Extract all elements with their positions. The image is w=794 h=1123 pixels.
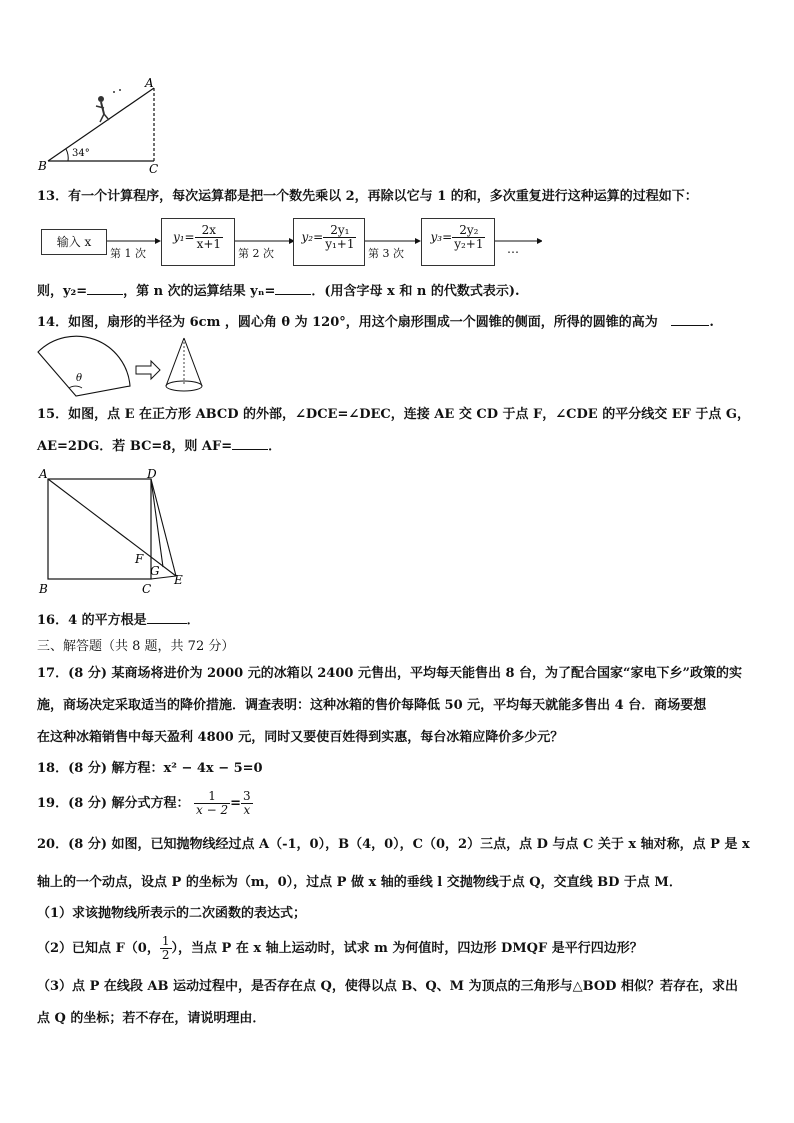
q17-line2: 施，商场决定采取适当的降价措施．调查表明：这种冰箱的售价每降低 50 元，平均每天就能多售出 4 台．商场要想 [37,698,707,713]
square-figure [36,464,186,598]
step2-label: 第 2 次 [238,247,274,260]
label-g: G [150,564,160,578]
step1-label: 第 1 次 [110,247,146,260]
label-b: B [39,582,48,596]
slope-figure [36,78,166,174]
arrow-icon [136,361,160,379]
q20-line1: 20．(8 分) 如图，已知抛物线经过点 A（-1，0），B（4，0），C（0，2）三点，点 D 与点 C 关于 x 轴对称，点 P 是 x [37,837,750,852]
answer-blank[interactable] [671,313,709,326]
q20-line2: 轴上的一个动点，设点 P 的坐标为（m，0），过点 P 做 x 轴的垂线 l 交抛物线于点 Q，交直线 BD 于点 M． [37,875,682,890]
sector-cone-figure [36,334,211,402]
label-e: E [174,573,183,587]
q15-line1: 15．如图，点 E 在正方形 ABCD 的外部，∠DCE=∠DEC，连接 AE 交 CD 于点 F，∠CDE 的平分线交 EF 于点 G， [37,407,751,422]
answer-blank[interactable] [87,282,123,295]
q17-line3: 在这种冰箱销售中每天盈利 4800 元，同时又要使百姓得到实惠，每台冰箱应降价多少元？ [37,730,564,745]
section-heading: 三、解答题（共 8 题，共 72 分） [37,639,235,654]
q16-text: 16．4 的平方根是 ． [37,613,200,628]
answer-blank[interactable] [275,282,311,295]
label-b: B [38,159,47,173]
cone-icon [166,338,202,391]
ellipsis: … [507,242,519,256]
y1-box: y₁= $\frac{2x}{x+1}$ [161,218,235,266]
label-a: A [145,78,154,90]
q20-sub1: （1）求该抛物线所表示的二次函数的表达式； [37,906,307,921]
answer-blank[interactable] [147,611,187,624]
y3-box: y₃= $\frac{\text{2y₂}}{\text{y₂+1}}$ [421,218,495,266]
label-c: C [149,162,159,174]
theta-label: θ [76,373,83,384]
input-box: 输入 x [41,229,107,255]
step3-label: 第 3 次 [368,247,404,260]
answer-blank[interactable] [232,437,268,450]
q20-sub3-line2: 点 Q 的坐标；若不存在，请说明理由． [37,1011,266,1026]
q13-answer: 则，y₂= ，第 n 次的运算结果 yₙ= ．(用含字母 x 和 n 的代数式表示). [37,284,520,299]
angle-label: 34° [72,148,90,159]
label-f: F [135,552,144,566]
q17-line1: 17．(8 分) 某商场将进价为 2000 元的冰箱以 2400 元售出，平均每天能售出 8 台，为了配合国家“家电下乡”政策的实 [37,666,743,681]
q20-sub3-line1: （3）点 P 在线段 AB 运动过程中，是否存在点 Q，使得以点 B、Q、M 为顶点的三角形与△BOD 相似？若存在，求出 [37,979,738,994]
label-a: A [39,467,48,481]
q14-text: 14．如图，扇形的半径为 6cm ，圆心角 θ 为 120°，用这个扇形围成一个圆锥的侧面，所得的圆锥的高为 . [37,315,714,330]
q20-sub2: （2）已知点 F（0， $\frac{1}{2}$ ），当点 P 在 x 轴上运动时，试求 m 为何值时，四边形 DMQF 是平行四边形？ [37,934,643,962]
person-icon [96,89,121,122]
q15-line2: AE=2DG．若 BC=8，则 AF= ． [37,439,282,454]
q13-text: 13．有一个计算程序，每次运算都是把一个数先乘以 2，再除以它与 1 的和，多次重复进行这种运算的过程如下： [37,189,698,204]
y2-box: y₂= $\frac{\text{2y₁}}{\text{y₁+1}}$ [293,218,365,266]
q13-flowchart [37,212,542,270]
label-c: C [142,582,152,596]
q19-text: 19．(8 分) 解分式方程： $\frac{1}{x - 2}$ = $\frac{3}{x}$ [37,789,251,817]
q18-text: 18．(8 分) 解方程：x² − 4x − 5=0 [37,761,263,776]
label-d: D [147,467,157,481]
